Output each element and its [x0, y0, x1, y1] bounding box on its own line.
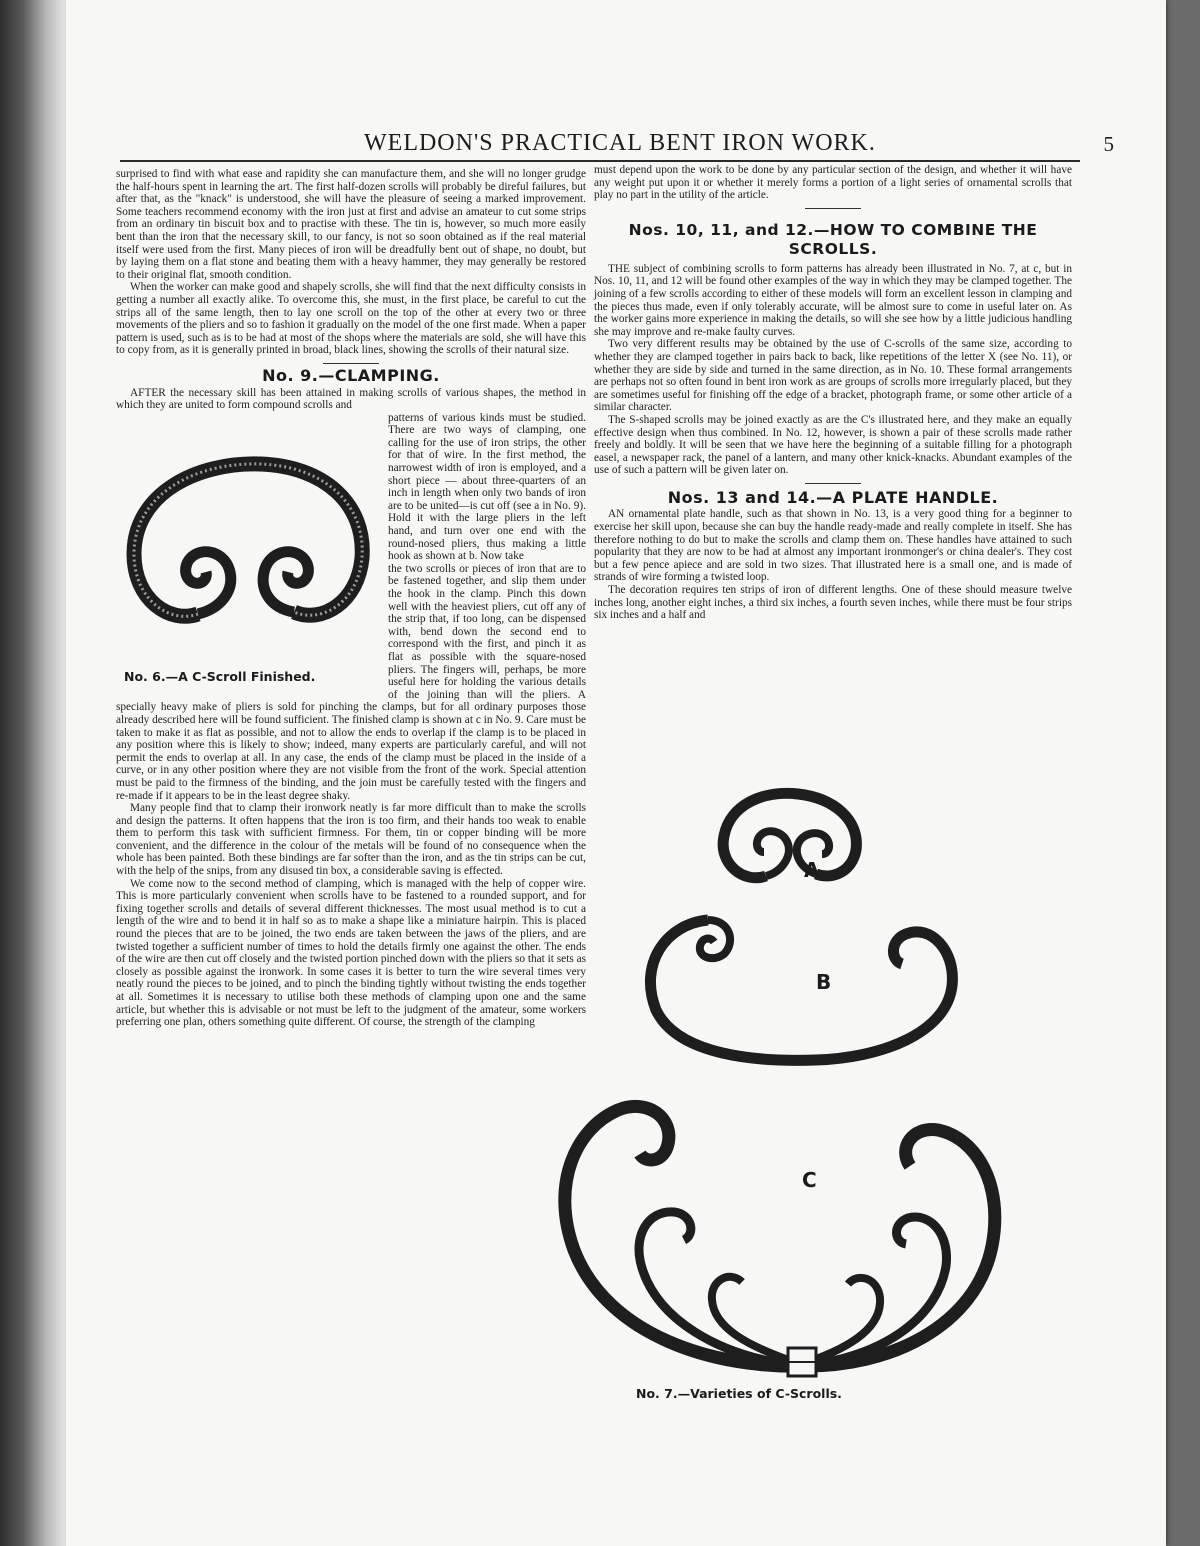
- right-column: [594, 164, 1072, 622]
- scroll-c: [565, 1106, 995, 1376]
- book-spine: [0, 0, 66, 1546]
- paragraph: the two scrolls or pieces of iron that are to be fastened together, and slip them under the hook in the clamp. Pinch this down well with the heaviest pliers, cut off any of the strip that, if too long, can be dispensed with, bend down the second end to correspond with the first, and pinch it as flat as possible with the square-nosed pliers. The fingers will, perhaps, be more useful here for holding the various details of the joining than will the pliers. A specially heavy make of pliers is sold for pinching the clamps, but for all ordinary purposes those already described here will be found sufficient. The finished clamp is shown at c in No. 9. Care must be taken to make it as flat as possible, and not to allow the ends to overlap if the clamp is to be placed in any position where this is likely to show; indeed, many experts are particularly careful, and will not permit the ends to overlap at all. In any case, the ends of the clamp must be placed in the inside of a curve, or in any other position where they are not visible from the front of the work. Special attention must be paid to the firmness of the binding, and the join must be carefully tested with the fingers and re-made if it appears to be in the least degree shaky.: [116, 562, 586, 802]
- figure-label-c: C: [802, 1168, 817, 1192]
- paragraph: We come now to the second method of clamping, which is managed with the help of copper wire. This is more particularly convenient when scrolls have to be fastened to a rounded support, and for fixing together scrolls and details of several different thicknesses. The most usual method is to cut a length of the wire and to bend it in half so as to make a shape like a miniature hairpin. This is placed round the pieces that are to be joined, the two ends are taken between the jaws of the pliers, and are twisted together a sufficient number of times to hold the details firmly one against the other. The ends of the wire are then cut off closely and the twisted portion pinched down with the pliers so that it sets as closely as possible against the ironwork. In some cases it is better to turn the wire several times very neatly round the pieces to be joined, and to pinch the binding tightly without twisting the ends together at all. Sometimes it is necessary to utilise both these methods of clamping upon one and the same article, but whether this is advisable or not must be left to the judgment of the amateur, some workers preferring one plan, others something quite different. Of course, the strength of the clamping: [116, 877, 586, 1029]
- section-heading-combine: Nos. 10, 11, and 12.—HOW TO COMBINE THE SCROLLS.: [628, 220, 1038, 258]
- section-heading-plate-handle: Nos. 13 and 14.—A PLATE HANDLE.: [667, 487, 999, 507]
- paragraph: THE subject of combining scrolls to form patterns has already been illustrated in No. 7, at c, but in Nos. 10, 11, and 12 will be found other examples of the way in which they may be clamped together. The joining of a few scrolls according to either of these models will form an excellent lesson in clamping and the pieces thus made, even if only tolerably accurate, will be almost sure to come in useful later on. As the worker gains more experience in making the details, so will she see how by a little judicious handling she may improve and re-make faulty curves.: [594, 262, 1072, 338]
- page-header: [124, 124, 1114, 160]
- paragraph: AN ornamental plate handle, such as that shown in No. 13, is a very good thing for a beginner to exercise her skill upon, because she can buy the handle ready-made and really complete in itself. She has therefore nothing to do but to make the scrolls and clamp them on. These handles have attained to such popularity that they are now to be had at almost any important ironmonger's or china dealer's. They cost but a few pence apiece and are sold in two sizes. That illustrated here is a small one, and is made of strands of wire forming a twisted loop.: [594, 508, 1072, 584]
- c-scroll-illustration: [110, 412, 380, 672]
- figure-7: [498, 764, 1018, 1404]
- scroll-b: [650, 920, 952, 1060]
- scan-background: [1166, 0, 1200, 1546]
- section-rule: [805, 208, 861, 209]
- section-heading-clamping: No. 9.—CLAMPING.: [262, 365, 440, 385]
- paragraph: AFTER the necessary skill has been attained in making scrolls of various shapes, the method in which they are united to form compound scrolls and: [116, 386, 586, 412]
- section-rule: [805, 483, 861, 484]
- paragraph: Many people find that to clamp their ironwork neatly is far more difficult than to make the scrolls and design the patterns. It often happens that the iron is too firm, and their hands too weak to enable them to perform this task with sufficient firmness. For them, tin or copper binding will be more convenient, and the difference in the colour of the metals will be found of no consequence when the whole has been painted. Both these bindings are far softer than the iron, and as the tin strips can be cut, with the help of the snips, from any disused tin box, a considerable saving is effected.: [116, 802, 586, 878]
- paragraph: The S-shaped scrolls may be joined exactly as are the C's illustrated here, and they make an equally effective design when thus combined. In No. 12, however, is shown a pair of these scrolls made rather freely and boldly. It will be seen that we have here the beginning of a suitable filling for a photograph easel, a newspaper rack, the panel of a lantern, and many other knick-knacks. Abundant examples of the use of such a pattern will be given later on.: [594, 413, 1072, 477]
- paragraph: patterns of various kinds must be studied. There are two ways of clamping, one calling for the use of iron strips, the other for that of wire. In the first method, the narrowest width of iron is employed, and a short piece — about three-quarters of an inch in length when only two bands of iron are to be united—is cut off (see a in No. 9). Hold it with the large pliers in the left hand, and turn over one end with the round-nosed pliers, thus making a little hook as shown at b. Now take: [388, 411, 586, 563]
- paragraph: Two very different results may be obtained by the use of C-scrolls of the same size, according to whether they are clamped together in pairs back to back, like repetitions of the letter X (see No. 11), or whether they are side by side and turned in the same direction, as in No. 10. These formal arrangements are perhaps not so often found in bent iron work as are groups of scrolls more irregularly placed, but they are sometimes useful for finishing off the edge of a bracket, photograph frame, or some other article of a similar character.: [594, 338, 1072, 414]
- paragraph: When the worker can make good and shapely scrolls, she will find that the next difficulty consists in getting a number all exactly alike. To overcome this, she must, in the first place, be careful to cut the strips all of the same length, then to lay one scroll on the top of the other at every two or three movements of the pliers and so to fashion it gradually on the model of the one first made. When a paper pattern is used, such as is to be had at most of the shops where the materials are sold, she will have this to copy from, as it is generally printed in broad, black lines, showing the scrolls of their natural size.: [116, 281, 586, 357]
- page-number: 5: [1103, 132, 1114, 156]
- paragraph: surprised to find with what ease and rapidity she can manufacture them, and she will no longer grudge the half-hours spent in learning the art. The first half-dozen scrolls will probably be direful failures, but after that, as the "knack" is understood, she will have the pleasure of seeing a marked improvement. Some teachers recommend economy with the iron just at first and advise an amateur to cut some strips from an ordinary tin biscuit box and to practise with these. The tin is, however, so much more easily bent than the iron that the necessary skill, to our fancy, is not so soon obtained as if the real material itself were used from the first. Many pieces of iron will be dreadfully bent out of shape, no doubt, but by laying them on a flat stone and beating them with a heavy hammer, they may generally be restored to their original flat, smooth condition.: [116, 168, 586, 281]
- paragraph: must depend upon the work to be done by any particular section of the design, and whether it will have any weight put upon it or whether it merely forms a portion of a light series of ornamental scrolls that play no part in the utility of the article.: [594, 164, 1072, 202]
- section-rule: [323, 363, 379, 364]
- figure-6: [110, 412, 380, 692]
- figure-label-a: A: [804, 858, 820, 882]
- c-scroll-varieties-illustration: [498, 764, 1018, 1394]
- paragraph: The decoration requires ten strips of iron of different lengths. One of these should measure twelve inches long, another eight inches, a third six inches, a fourth seven inches, while there must be four strips six inches and a half and: [594, 584, 1072, 622]
- header-rule: [120, 160, 1080, 162]
- scroll-a: [723, 793, 856, 877]
- figure-7-caption: No. 7.—Varieties of C-Scrolls.: [636, 1386, 842, 1401]
- figure-6-caption: No. 6.—A C-Scroll Finished.: [124, 669, 316, 685]
- running-title: WELDON'S PRACTICAL BENT IRON WORK.: [364, 130, 876, 156]
- figure-label-b: B: [816, 970, 832, 994]
